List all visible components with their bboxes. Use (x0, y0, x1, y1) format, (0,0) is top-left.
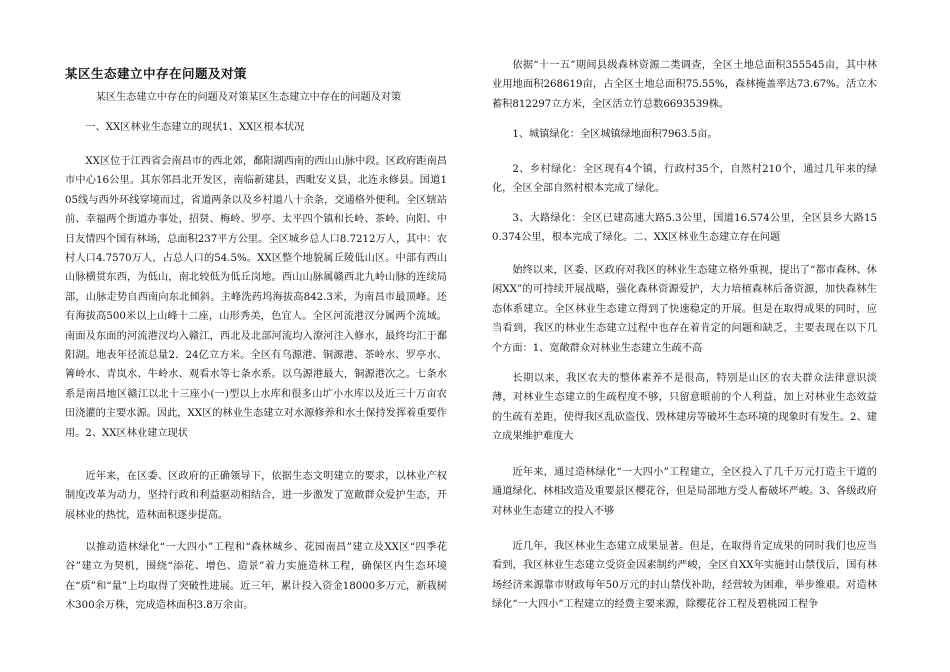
paragraph: XX区位于江西省会南昌市的西北郊，鄱阳湖西南的西山山脉中段。区政府距南昌市中心16公里。其东邻昌北开发区，南临新建县，西毗安义县，北连永修县。国道105线与西外环线穿境而过，省道两条以及乡村道八十余条，交通格外便利。全区辖站前、幸福两个街道办事处，招贤、梅岭、罗亭、太平四个镇和长岭、茶岭、向阳、中日友情四个国有林场，总面积237平方公里。全区城乡总人口8.7212万人，其中：农村人口4.7570万人，占总人口的54.5%。XX区整个地貌属丘陵低山区。中部有西山山脉横贯东西，为低山，南北较低为低丘岗地。西山山脉属赣西北九岭山脉的连续局部，山脉走势自西南向东北倾斜。主峰洗药坞海拔高842.3米，为南昌市最顶峰。还有海拔高500米以上山峰十二座，山形秀美，色宜人。全区河流港汊分属两个流域。南面及东面的河流港汊均入赣江，西北及北部河流均入潦河注入修水，最终均汇于鄱阳湖。地表年径流总量2．24亿立方米。全区有乌源港、铜源港、茶岭水、罗亭水、箐岭水、青岚水、牛岭水、观看水等七条水系。以乌源港最大，铜源港次之。七条水系是南昌地区赣江以北十三座小(一)型以上水库和很多山圹小水库以及近三十万亩农田浇灌的主要水源。因此，XX区的林业生态建立对水源修养和水土保持发挥着重要作用。2、XX区林业建立现状 (65, 156, 447, 439)
paragraph: 依据“十一五”期间县级森林资源二类调查，全区土地总面积355545亩，其中林业用地面积268619亩，占全区土地总面积75.55%，森林掩盖率达73.67%。活立木蓄积812297立方米，全区活立竹总数6693539株。 (492, 60, 877, 110)
paragraph: 3、大路绿化：全区已建高速大路5.3公里，国道16.574公里，全区县乡大路150.374公里，根本完成了绿化。二、XX区林业生态建立存在问题 (492, 213, 877, 244)
paragraph: 近几年，我区林业生态建立成果显著。但是，在取得肯定成果的同时我们也应当看到，我区林业生态建立受资金因素制约严峻，全区自XX年实施封山禁伐后，国有林场经济来源靠市财政每年50万元的封山禁伐补助，经营较为困难，举步维艰。对造林绿化“一大四小”工程建立的经费主要来源，除樱花谷工程及碧桃园工程争 (492, 541, 877, 611)
paragraph: 2、乡村绿化：全区现有4个镇，行政村35个，自然村210个，通过几年来的绿化，全区全部自然村根本完成了绿化。 (492, 164, 877, 195)
paragraph: 近年来，通过造林绿化“一大四小”工程建立，全区投入了几千万元打造主干道的通道绿化、林相改造及重要景区樱花谷，但是局部地方受人畜破坏严峻。3、各级政府对林业生态建立的投入不够 (492, 467, 877, 517)
paragraph: 1、城镇绿化：全区城镇绿地面积7963.5亩。 (512, 129, 718, 140)
paragraph: 始终以来，区委、区政府对我区的林业生态建立格外重视，提出了“都市森林、休闲XX”的可持续开展战略，强化森林资源爱护，大力培植森林后备资源，加快森林生态体系建立。全区林业生态建立得到了快速稳定的开展。但是在取得成果的同时，应当看到，我区的林业生态建立过程中也存在着肯定的问题和缺乏，主要表现在以下几个方面：1、宽敞群众对林业生态建立生疏不高 (492, 265, 877, 354)
paragraph: 长期以来，我区农夫的整体素养不是很高，特别是山区的农夫群众法律意识淡薄，对林业生态建立的生疏程度不够，只留意眼前的个人利益，加上对林业生态效益的生疏有差距，使得我区乱砍盗伐、毁林建房等破坏生态环境的现象时有发生。2、建立成果维护难度大 (492, 373, 877, 443)
paragraph: 以推动造林绿化“一大四小”工程和“森林城乡、花园南昌”建立及XX区“四季花谷”建立为契机，围绕“添花、增色、造景”着力实施造林工程，确保区内生态环境在“质”和“量”上均取得了突破性进展。近三年，累计投入资金18000多万元，新栽树木300余万株，完成造林面积3.8万余亩。 (65, 542, 447, 612)
paragraph: 近年来，在区委、区政府的正确领导下，依据生态文明建立的要求，以林业产权制度改革为动力，坚持行政和利益驱动相结合，进一步激发了宽敞群众爱护生态，开展林业的热忱，造林面积逐步提高。 (65, 471, 447, 521)
section-heading: 一、XX区林业生态建立的现状1、XX区根本状况 (85, 122, 305, 133)
document-title: 某区生态建立中存在问题及对策 (65, 66, 248, 81)
paragraph: 某区生态建立中存在的问题及对策某区生态建立中存在的问题及对策 (95, 92, 402, 103)
